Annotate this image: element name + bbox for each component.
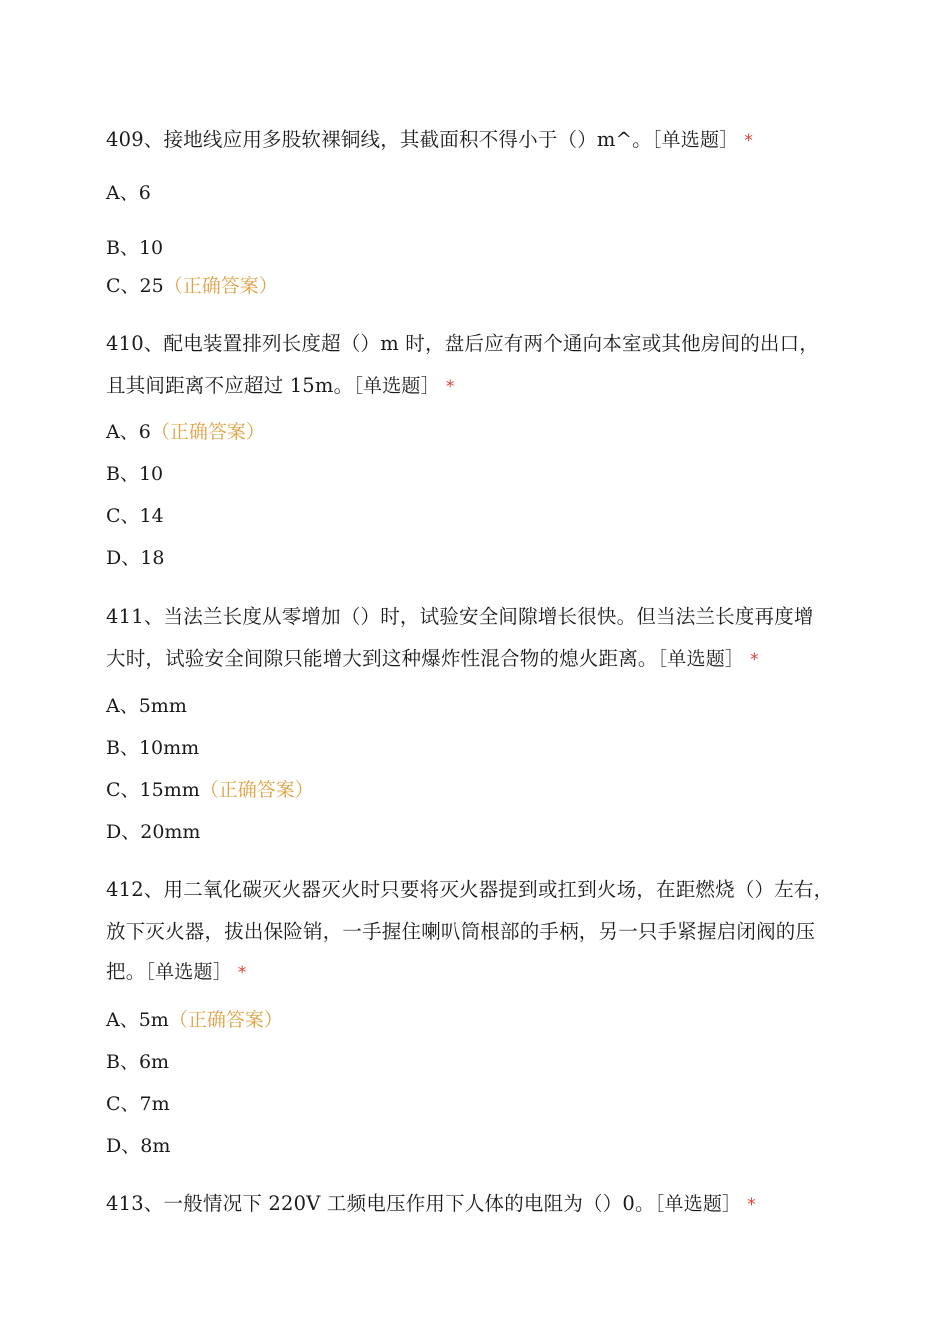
required-star: * [750, 650, 759, 670]
correct-answer-label: （正确答案） [163, 275, 278, 297]
required-star: * [744, 131, 754, 151]
correct-answer-label: （正确答案） [199, 779, 314, 801]
option-text: B、10mm [106, 737, 200, 759]
question-412-line-2 [106, 920, 815, 944]
question-text: 大时，试验安全间隙只能增大到这种爆炸性混合物的熄火距离。 [106, 647, 658, 670]
correct-answer-label: （正确答案） [150, 421, 265, 443]
option-text: C、7m [106, 1093, 170, 1115]
question-411-line-2 [106, 647, 759, 672]
option-411-d[interactable] [106, 820, 200, 844]
option-410-a[interactable] [106, 420, 265, 444]
option-text: D、20mm [106, 821, 201, 843]
question-type-tag: ［单选题］ [654, 1193, 742, 1215]
option-text: B、10 [106, 237, 164, 259]
option-410-c[interactable] [106, 504, 164, 528]
question-text: 413、一般情况下 220V 工频电压作用下人体的电阻为（）0。 [106, 1192, 655, 1215]
question-413 [106, 1192, 756, 1217]
option-409-b[interactable] [106, 236, 163, 260]
option-text: A、5mm [106, 695, 187, 717]
option-412-d[interactable] [106, 1134, 170, 1158]
option-text: B、10 [106, 463, 164, 485]
option-411-c[interactable] [106, 778, 314, 802]
option-412-a[interactable] [106, 1008, 283, 1032]
question-text: 且其间距离不应超过 15m。 [106, 374, 354, 397]
question-410-line-2 [106, 374, 455, 399]
question-type-tag: ［单选题］ [651, 129, 739, 151]
option-411-a[interactable] [106, 694, 187, 718]
question-text: 410、配电装置排列长度超（）m 时，盘后应有两个通向本室或其他房间的出口， [106, 332, 820, 355]
question-text: 把。 [106, 960, 146, 983]
option-412-b[interactable] [106, 1050, 169, 1074]
option-text: C、14 [106, 505, 164, 527]
question-type-tag: ［单选题］ [145, 961, 232, 983]
question-411-line-1 [106, 605, 814, 629]
required-star: * [747, 1195, 756, 1215]
question-text: 411、当法兰长度从零增加（）时，试验安全间隙增长很快。但当法兰长度再度增 [106, 605, 814, 628]
option-text: C、15mm [106, 779, 200, 801]
question-text: 412、用二氧化碳灭火器灭火时只要将灭火器提到或扛到火场，在距燃烧（）左右， [106, 878, 834, 901]
option-text: A、6 [106, 182, 151, 204]
question-409 [106, 128, 753, 153]
correct-answer-label: （正确答案） [168, 1009, 283, 1031]
option-410-b[interactable] [106, 462, 163, 486]
option-text: A、5m [106, 1009, 169, 1031]
option-text: B、6m [106, 1051, 170, 1073]
question-412-line-1 [106, 878, 833, 902]
required-star: * [237, 963, 247, 983]
question-412-line-3 [106, 960, 247, 985]
option-409-c[interactable] [106, 274, 278, 298]
question-type-tag: ［单选题］ [353, 375, 440, 397]
option-text: C、25 [106, 275, 164, 297]
required-star: * [445, 377, 455, 397]
question-type-tag: ［单选题］ [657, 648, 745, 670]
option-411-b[interactable] [106, 736, 199, 760]
question-text: 放下灭火器，拔出保险销，一手握住喇叭筒根部的手柄，另一只手紧握启闭阀的压 [106, 920, 816, 943]
question-text: 409、接地线应用多股软裸铜线，其截面积不得小于（）m^。 [106, 128, 652, 151]
option-text: A、6 [106, 421, 151, 443]
option-409-a[interactable] [106, 181, 151, 205]
option-text: D、8m [106, 1135, 171, 1157]
option-412-c[interactable] [106, 1092, 170, 1116]
question-410-line-1 [106, 332, 819, 356]
option-text: D、18 [106, 547, 165, 569]
option-410-d[interactable] [106, 546, 164, 570]
